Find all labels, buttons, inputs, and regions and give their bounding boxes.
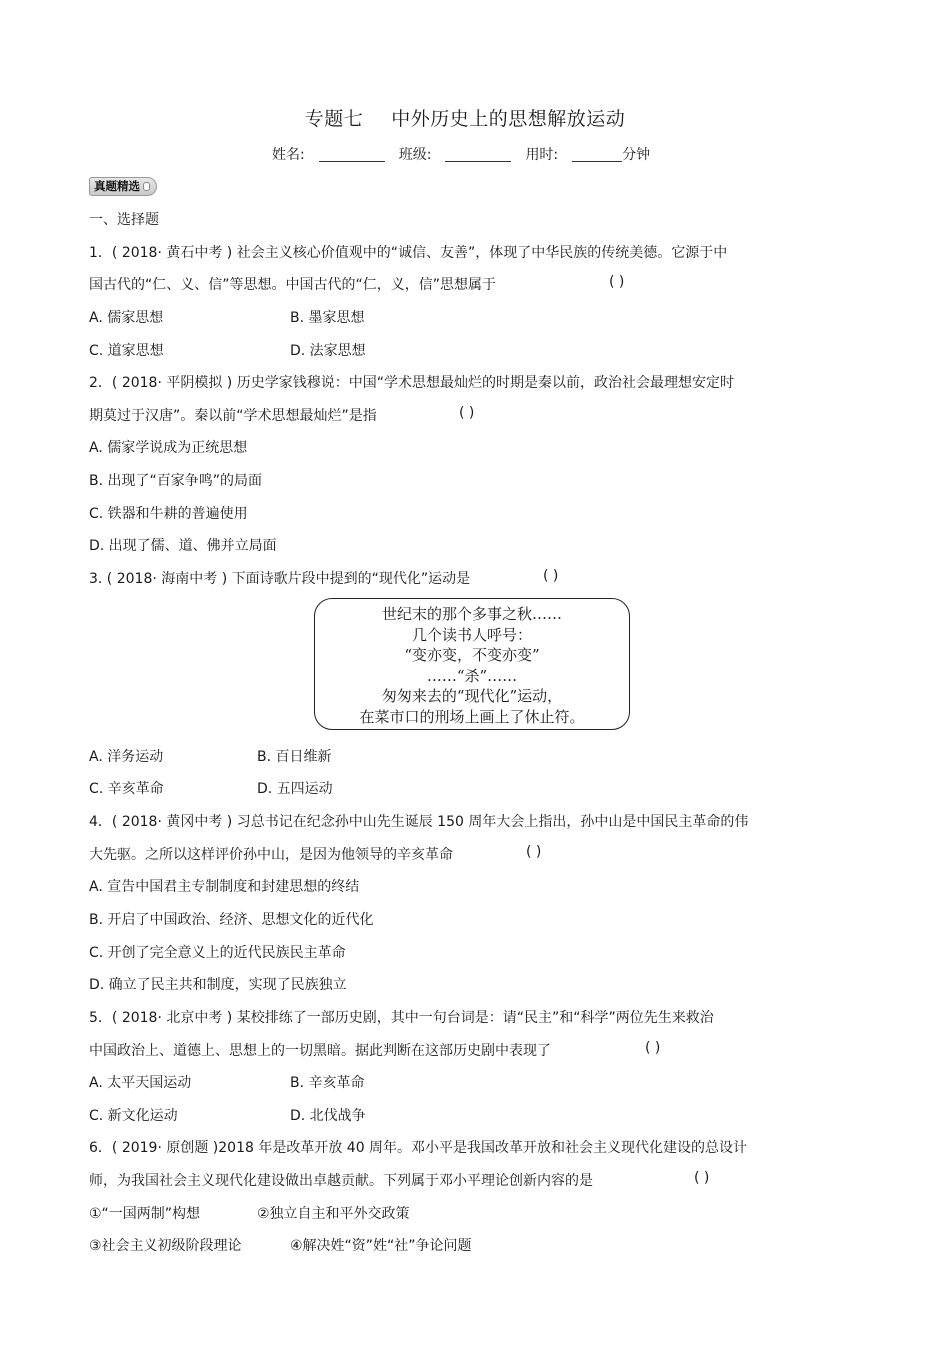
q5-option-b[interactable]: B. 辛亥革命: [290, 1075, 365, 1091]
time-label: 用时:: [525, 147, 559, 163]
section-badge: 真题精选: [89, 177, 157, 196]
time-unit: 分钟: [622, 147, 651, 163]
q2-option-c[interactable]: C. 铁器和牛耕的普遍使用: [89, 506, 248, 522]
q1-option-a[interactable]: A. 儒家思想: [89, 310, 164, 326]
q4-answer-paren[interactable]: ( ): [526, 844, 542, 860]
q1-option-d[interactable]: D. 法家思想: [290, 343, 366, 359]
q3-answer-paren[interactable]: ( ): [543, 568, 559, 584]
q2-stem-line2: 期莫过于汉唐”。秦以前“学术思想最灿烂”是指: [89, 408, 377, 424]
q5-stem-line1: 5．( 2018· 北京中考 ) 某校排练了一部历史剧，其中一句台词是：请“民主”和“科学”两位先生来救治: [89, 1010, 714, 1026]
q5-answer-paren[interactable]: ( ): [645, 1040, 661, 1056]
q3-option-c[interactable]: C. 辛亥革命: [89, 781, 164, 797]
q6-stem-line1: 6．( 2019· 原创题 )2018 年是改革开放 40 周年。邓小平是我国改革开放和社会主义现代化建设的总设计: [89, 1140, 748, 1156]
title-topic-number: 专题七: [304, 108, 364, 130]
q3-option-d[interactable]: D. 五四运动: [257, 781, 333, 797]
student-info-row: [272, 144, 650, 164]
q6-statement-1: ①“一国两制”构想: [89, 1206, 201, 1222]
time-blank[interactable]: [572, 147, 622, 162]
page-title: [0, 104, 930, 131]
title-topic-name: 中外历史上的思想解放运动: [391, 108, 626, 130]
q1-option-b[interactable]: B. 墨家思想: [290, 310, 365, 326]
q2-option-a[interactable]: A. 儒家学说成为正统思想: [89, 440, 248, 456]
q4-option-a[interactable]: A. 宣告中国君主专制制度和封建思想的终结: [89, 879, 360, 895]
q4-option-c[interactable]: C. 开创了完全意义上的近代民族民主革命: [89, 945, 346, 961]
q1-answer-paren[interactable]: ( ): [609, 274, 625, 290]
q6-stem-line2: 师，为我国社会主义现代化建设做出卓越贡献。下列属于邓小平理论创新内容的是: [89, 1173, 593, 1189]
poem-line: “变亦变，不变亦变”: [404, 646, 540, 664]
q4-stem-line1: 4．( 2018· 黄冈中考 ) 习总书记在纪念孙中山先生诞辰 150 周年大会上指出，孙中山是中国民主革命的伟: [89, 814, 749, 830]
q4-stem-line2: 大先驱。之所以这样评价孙中山，是因为他领导的辛亥革命: [89, 847, 453, 863]
q1-option-c[interactable]: C. 道家思想: [89, 343, 164, 359]
q2-option-d[interactable]: D. 出现了儒、道、佛并立局面: [89, 538, 277, 554]
q5-option-c[interactable]: C. 新文化运动: [89, 1108, 178, 1124]
q4-option-d[interactable]: D. 确立了民主共和制度，实现了民族独立: [89, 977, 347, 993]
q6-statement-2: ②独立自主和平外交政策: [257, 1206, 410, 1222]
q4-option-b[interactable]: B. 开启了中国政治、经济、思想文化的近代化: [89, 912, 374, 928]
q5-option-d[interactable]: D. 北伐战争: [290, 1108, 366, 1124]
q2-answer-paren[interactable]: ( ): [459, 405, 475, 421]
poem-line: 匆匆来去的“现代化”运动，: [381, 687, 563, 705]
q5-option-a[interactable]: A. 太平天国运动: [89, 1075, 192, 1091]
q1-stem-line1: 1．( 2018· 黄石中考 ) 社会主义核心价值观中的“诚信、友善”，体现了中华民族的传统美德。它源于中: [89, 245, 728, 261]
class-label: 班级:: [398, 147, 432, 163]
q6-answer-paren[interactable]: ( ): [694, 1170, 710, 1186]
class-blank[interactable]: [445, 147, 511, 162]
section-heading: 一、选择题: [89, 212, 159, 228]
q5-stem-line2: 中国政治上、道德上、思想上的一切黑暗。据此判断在这部历史剧中表现了: [89, 1043, 551, 1059]
name-blank[interactable]: [319, 147, 385, 162]
poem-line: 世纪末的那个多事之秋……: [381, 605, 562, 623]
q2-stem-line1: 2．( 2018· 平阴模拟 ) 历史学家钱穆说：中国“学术思想最灿烂的时期是秦以前，政治社会最理想安定时: [89, 375, 734, 391]
poem-line: 几个读书人呼号：: [411, 625, 532, 644]
q6-statement-3: ③社会主义初级阶段理论: [89, 1238, 242, 1254]
poem-line: ……“杀”……: [426, 666, 518, 685]
q1-stem-line2: 国古代的“仁、义、信”等思想。中国古代的“仁，义，信”思想属于: [89, 277, 497, 293]
poem-box: [314, 598, 630, 730]
q3-option-a[interactable]: A. 洋务运动: [89, 749, 164, 765]
name-label: 姓名:: [272, 147, 305, 163]
q3-option-b[interactable]: B. 百日维新: [257, 749, 332, 765]
q3-stem: 3. ( 2018· 海南中考 ) 下面诗歌片段中提到的“现代化”运动是: [89, 571, 471, 587]
q6-statement-4: ④解决姓“资”姓“社”争论问题: [290, 1238, 472, 1254]
q2-option-b[interactable]: B. 出现了“百家争鸣”的局面: [89, 473, 263, 489]
poem-line: 在菜市口的刑场上画上了休止符。: [359, 707, 585, 726]
